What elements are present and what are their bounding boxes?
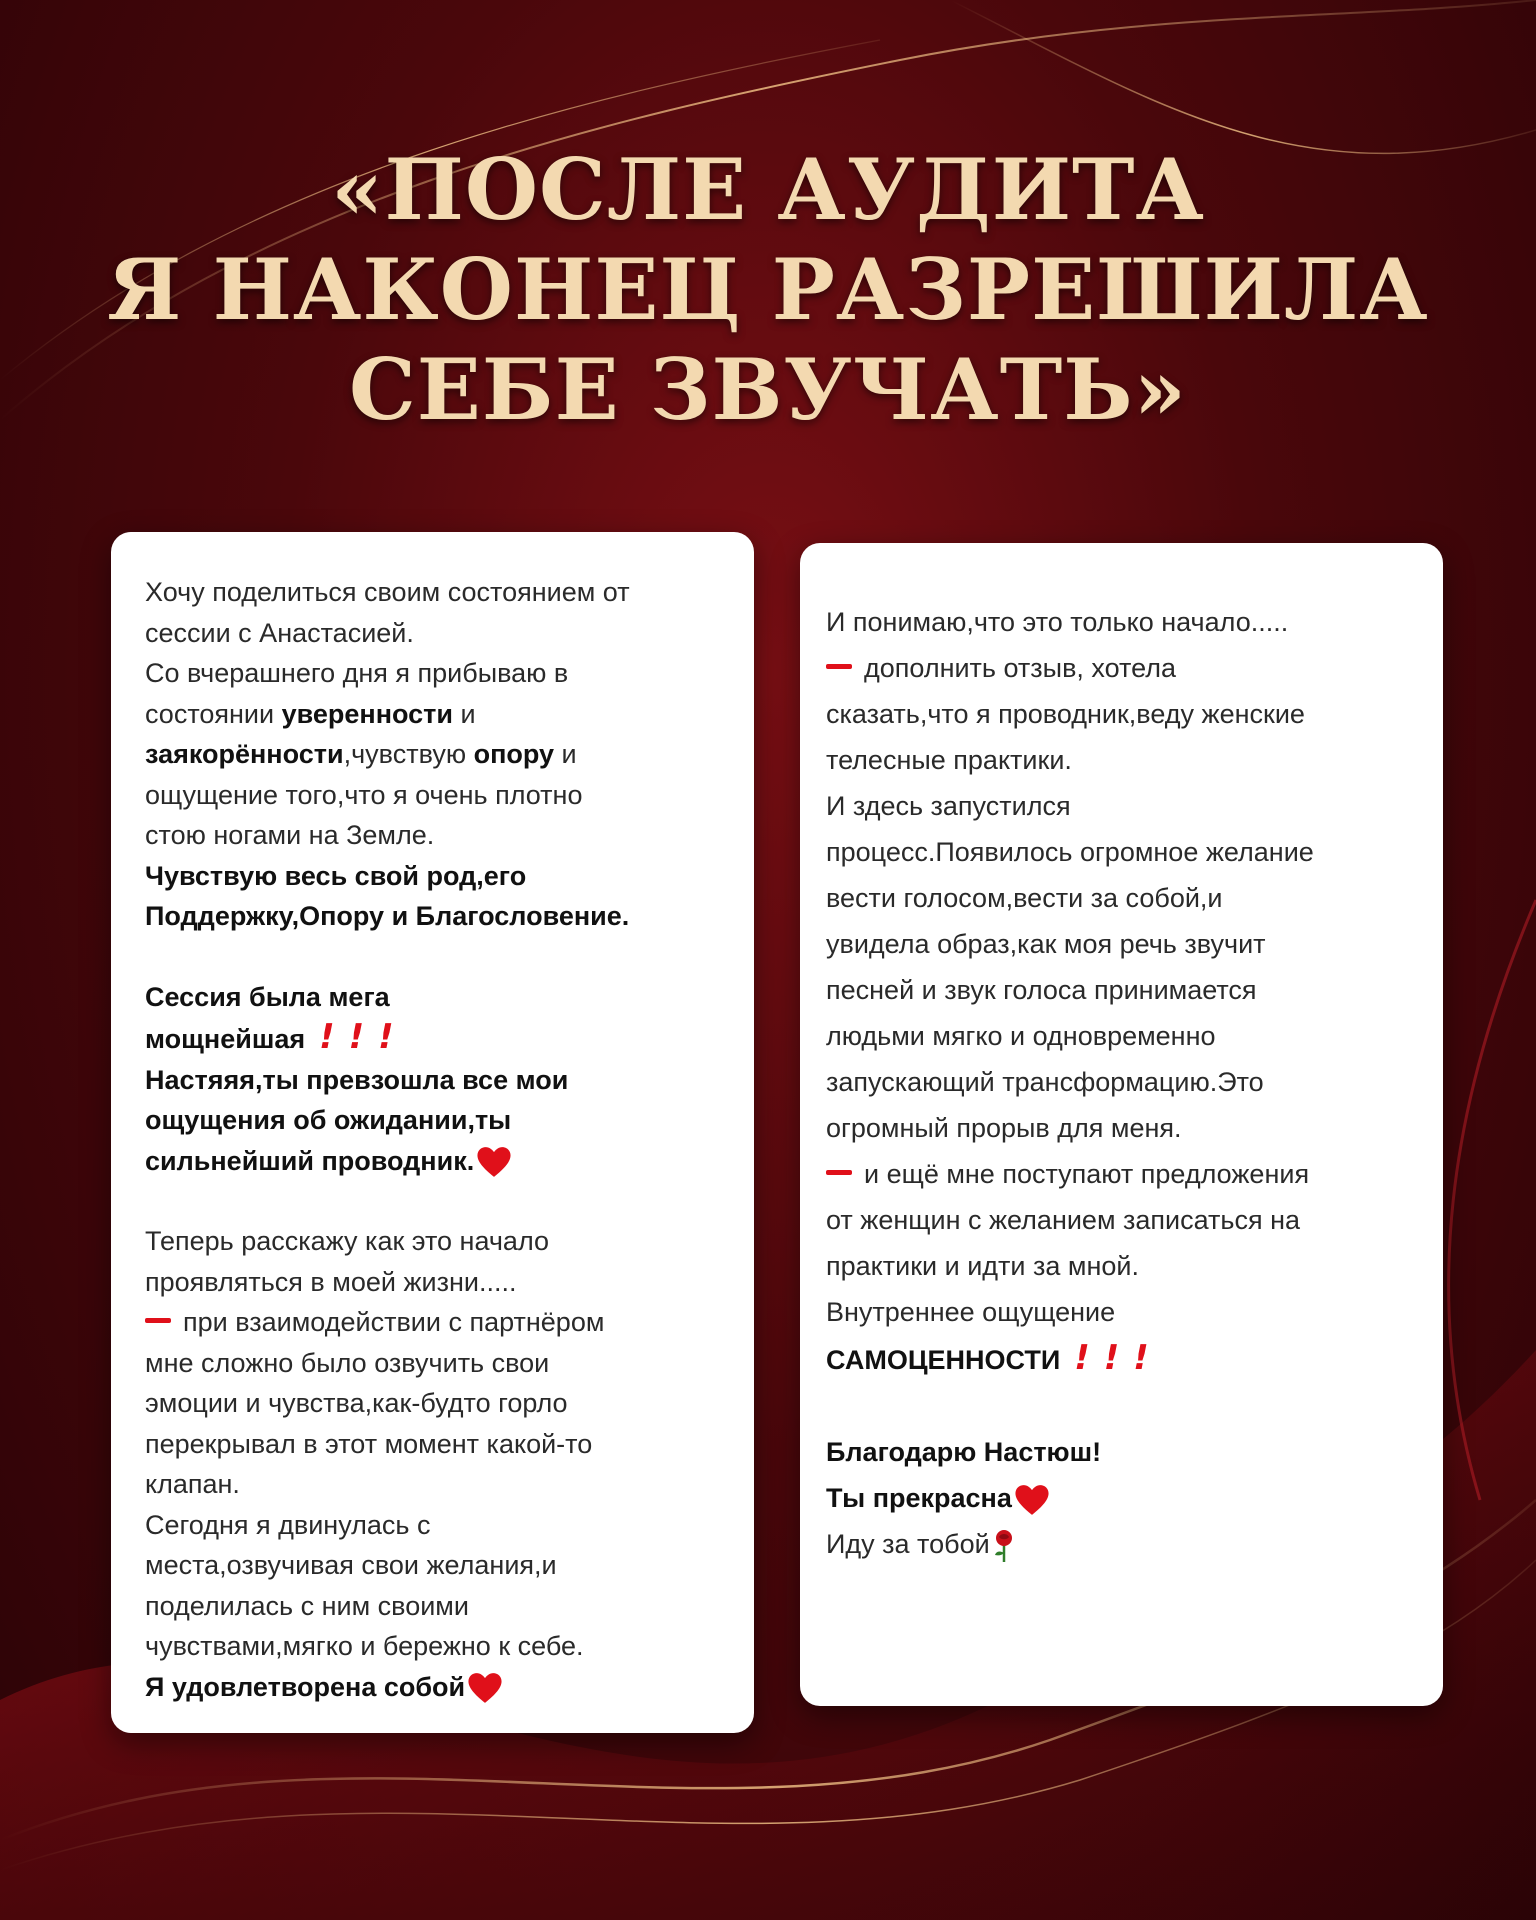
text-line-bold: [145, 1017, 714, 1060]
text-line: сессии с Анастасией.: [145, 617, 414, 648]
text-line: И здесь запустился: [826, 791, 1071, 821]
headline-line-3: СЕБЕ ЗВУЧАТЬ»: [348, 340, 1188, 439]
page-headline: [0, 140, 1536, 440]
text-line: места,озвучивая свои желания,и: [145, 1550, 557, 1580]
headline-line-1: «ПОСЛЕ АУДИТА: [331, 140, 1205, 239]
text-segment: дополнить отзыв, хотела: [864, 653, 1176, 683]
text-line: эмоции и чувства,как-будто горло: [145, 1388, 568, 1418]
text-line-bold: Сессия была мега: [145, 981, 390, 1012]
text-segment-bold: Я удовлетворена собой: [145, 1671, 466, 1702]
text-line: Внутреннее ощущение: [826, 1297, 1116, 1327]
text-segment: при взаимодействии с партнёром: [183, 1307, 605, 1337]
headline-line-2: Я НАКОНЕЦ РАЗРЕШИЛА: [107, 240, 1429, 339]
paragraph-gap: [826, 1383, 1413, 1429]
text-line: [145, 1302, 714, 1343]
review-card-left: [111, 532, 754, 1733]
heart-icon: [476, 1146, 512, 1178]
text-line: перекрывал в этот момент какой-то: [145, 1428, 593, 1459]
text-line: огромный прорыв для меня.: [826, 1113, 1182, 1143]
text-line: И понимаю,что это только начало.....: [826, 607, 1289, 637]
text-line: [826, 1151, 1413, 1197]
text-line: [145, 734, 714, 775]
text-segment-bold: Ты прекрасна: [826, 1483, 1012, 1513]
text-segment: и: [452, 698, 476, 729]
exclamation-marks: !!!: [319, 1017, 408, 1057]
text-line: сказать,что я проводник,веду женские: [826, 699, 1305, 729]
text-line: поделилась с ним своими: [145, 1590, 469, 1621]
heart-icon: [1014, 1484, 1050, 1516]
text-segment: ,чувствую: [343, 739, 474, 769]
text-line-bold: [145, 1141, 714, 1182]
paragraph-gap: [145, 937, 714, 977]
red-dash-icon: [145, 1318, 171, 1323]
text-line-bold: [145, 1667, 714, 1708]
text-line: Хочу поделиться своим состоянием от: [145, 577, 630, 607]
text-line: ощущение того,что я очень плотно: [145, 779, 583, 810]
text-line-bold: ощущения об ожидании,ты: [145, 1105, 512, 1135]
text-line-bold: [826, 1335, 1413, 1383]
text-line: [826, 1521, 1413, 1567]
text-segment-bold: САМОЦЕННОСТИ: [826, 1345, 1061, 1375]
text-segment-bold: мощнейшая: [145, 1024, 306, 1054]
text-segment: и: [554, 739, 577, 769]
text-line: увидела образ,как моя речь звучит: [826, 929, 1266, 959]
text-segment: Иду за тобой: [826, 1529, 990, 1559]
text-line-bold: [826, 1475, 1413, 1521]
text-line: стою ногами на Земле.: [145, 820, 435, 850]
text-line: [826, 645, 1413, 691]
red-dash-icon: [826, 664, 852, 669]
text-line: песней и звук голоса принимается: [826, 975, 1257, 1005]
text-segment-bold: уверенности: [281, 698, 453, 729]
text-line-bold: Чувствую весь свой род,его: [145, 860, 527, 891]
text-line: вести голосом,вести за собой,и: [826, 883, 1223, 913]
text-line: Сегодня я двинулась с: [145, 1509, 431, 1540]
paragraph-gap: [145, 1181, 714, 1221]
heart-icon: [467, 1672, 503, 1704]
text-line-bold: Настяяя,ты превзошла все мои: [145, 1064, 569, 1095]
text-segment: и ещё мне поступают предложения: [864, 1159, 1310, 1189]
review-card-right: [800, 543, 1443, 1706]
rose-icon: [992, 1529, 1016, 1563]
text-segment: состоянии: [145, 698, 282, 729]
text-line: от женщин с желанием записаться на: [826, 1205, 1301, 1235]
text-line: телесные практики.: [826, 745, 1072, 775]
text-line: [145, 694, 714, 735]
exclamation-marks: !!!: [1074, 1338, 1163, 1378]
text-line-bold: Благодарю Настюш!: [826, 1437, 1102, 1467]
text-segment-bold: опору: [473, 739, 555, 769]
text-line: чувствами,мягко и бережно к себе.: [145, 1631, 584, 1661]
text-segment-bold: заякорённости: [145, 739, 344, 769]
text-line: людьми мягко и одновременно: [826, 1021, 1216, 1051]
text-line: клапан.: [145, 1469, 240, 1499]
text-line: мне сложно было озвучить свои: [145, 1347, 550, 1378]
text-line-bold: Поддержку,Опору и Благословение.: [145, 901, 630, 931]
red-dash-icon: [826, 1170, 852, 1175]
text-segment-bold: сильнейший проводник.: [145, 1145, 475, 1176]
text-line: проявляться в моей жизни.....: [145, 1266, 517, 1297]
text-line: Со вчерашнего дня я прибываю в: [145, 658, 569, 688]
text-line: процесс.Появилось огромное желание: [826, 837, 1314, 867]
text-line: Теперь расскажу как это начало: [145, 1226, 550, 1256]
text-line: практики и идти за мной.: [826, 1251, 1139, 1281]
text-line: запускающий трансформацию.Это: [826, 1067, 1264, 1097]
